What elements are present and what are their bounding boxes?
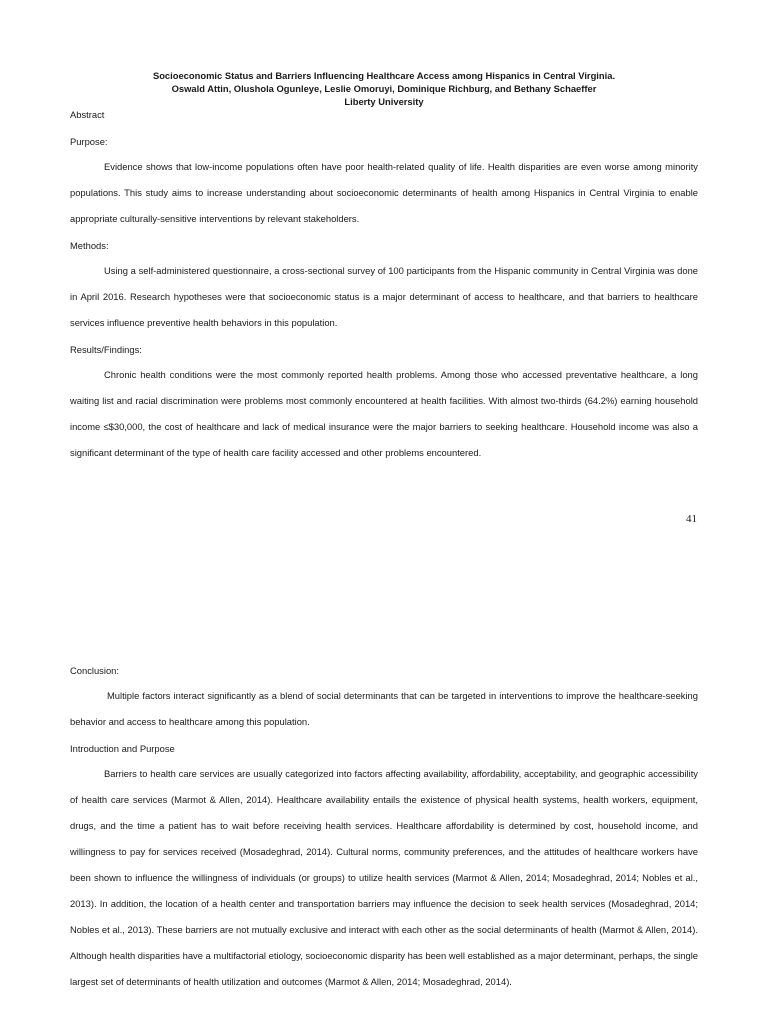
paper-header xyxy=(70,69,698,108)
methods-heading: Methods: xyxy=(70,240,109,251)
introduction-paragraph: Barriers to health care services are usually categorized into factors affecting availability, affordability, acceptability, and geographic accessibility of health care services (Marmot & Allen, 2014). Healthcare availability entails the existence of physical health systems, health workers, equipment, drugs, and the time a patient has to wait before receiving health services. Healthcare affordability is determined by cost, household income, and willingness to pay for services received (Mosadeghrad, 2014). Cultural norms, community preferences, and the attitudes of healthcare workers have been shown to influence the willingness of individuals (or groups) to utilize health services (Marmot & Allen, 2014; Mosadeghrad, 2014; Nobles et al., 2013). In addition, the location of a health center and transportation barriers may influence the decision to seek health services (Mosadeghrad, 2014; Nobles et al., 2013). These barriers are not mutually exclusive and interact with each other as the social determinants of health (Marmot & Allen, 2014). Although health disparities have a multifactorial etiology, socioeconomic disparity has been well established as a major determinant, perhaps, the single largest set of determinants of health utilization and outcomes (Marmot & Allen, 2014; Mosadeghrad, 2014). xyxy=(70,768,698,987)
purpose-heading: Purpose: xyxy=(70,136,108,147)
introduction-heading: Introduction and Purpose xyxy=(70,743,175,754)
paper-authors: Oswald Attin, Olushola Ogunleye, Leslie Omoruyi, Dominique Richburg, and Bethany Schaeffer xyxy=(171,83,597,94)
purpose-paragraph: Evidence shows that low-income populations often have poor health-related quality of life. Health disparities are even worse among minority populations. This study aims to increase understanding about socioeconomic determinants of health among Hispanics in Central Virginia to enable appropriate culturally-sensitive interventions by relevant stakeholders. xyxy=(70,161,698,224)
results-heading: Results/Findings: xyxy=(70,344,142,355)
page-number: 41 xyxy=(686,513,697,525)
conclusion-heading: Conclusion: xyxy=(70,665,119,676)
paper-title: Socioeconomic Status and Barriers Influencing Healthcare Access among Hispanics in Central Virginia. xyxy=(152,70,616,81)
conclusion-paragraph: Multiple factors interact significantly as a blend of social determinants that can be targeted in interventions to improve the healthcare-seeking behavior and access to healthcare among this population. xyxy=(70,690,698,727)
paper-affiliation: Liberty University xyxy=(344,96,424,107)
results-paragraph: Chronic health conditions were the most commonly reported health problems. Among those who accessed preventative healthcare, a long waiting list and racial discrimination were problems most commonly encountered at health facilities. With almost two-thirds (64.2%) earning household income ≤$30,000, the cost of healthcare and lack of medical insurance were the major barriers to seeking healthcare. Household income was also a significant determinant of the type of health care facility accessed and other problems encountered. xyxy=(70,369,698,458)
abstract-heading: Abstract xyxy=(70,109,105,120)
methods-paragraph: Using a self-administered questionnaire, a cross-sectional survey of 100 participants from the Hispanic community in Central Virginia was done in April 2016. Research hypotheses were that socioeconomic status is a major determinant of access to healthcare, and that barriers to healthcare services influence preventive health behaviors in this population. xyxy=(70,265,698,328)
